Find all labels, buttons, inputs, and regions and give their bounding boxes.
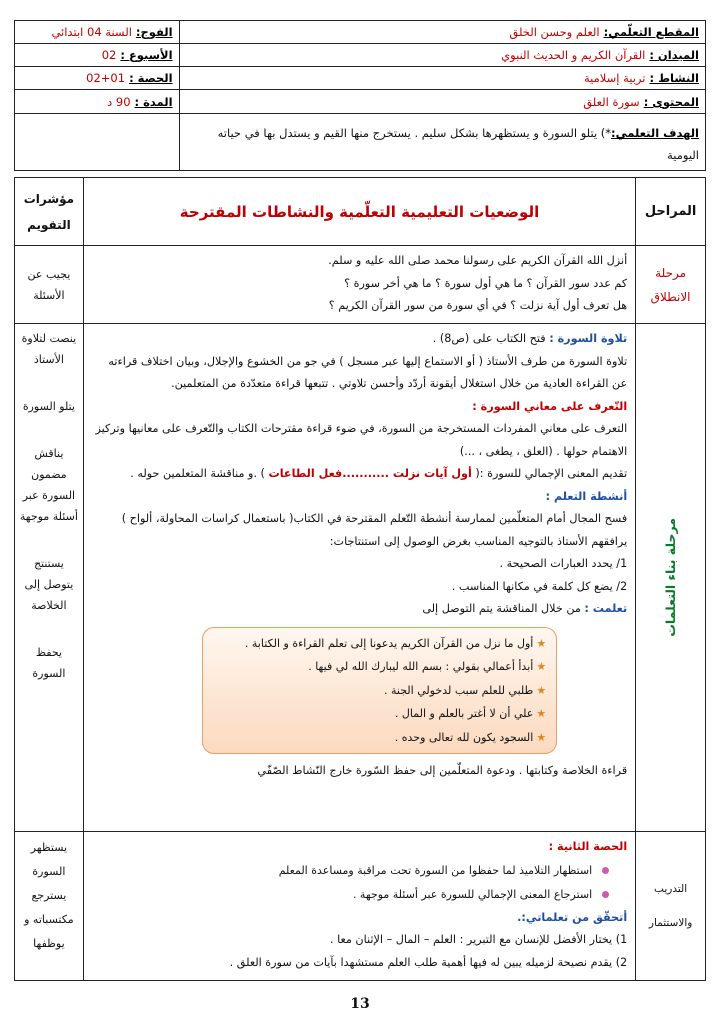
summary-text: أبدأ أعمالي بقولي : بسم الله ليبارك الله لي فيها . <box>308 660 534 673</box>
overall-meaning-c: ) .و مناقشة المتعلمين حوله . <box>130 467 265 480</box>
domain-row <box>180 44 705 67</box>
launch-body <box>83 246 635 323</box>
overall-meaning-b: أول آيات نزلت ...........فعل الطاعات <box>268 467 472 480</box>
domain-value: القرآن الكريم و الحديث النبوي <box>501 48 646 62</box>
indicator: ينصت لتلاوة الأستاذ <box>21 332 77 366</box>
group-row <box>15 21 179 44</box>
star-icon: ★ <box>536 636 547 650</box>
overall-meaning <box>92 463 627 486</box>
activity-value: تربية إسلامية <box>583 71 646 85</box>
overall-meaning-a: تقديم المعنى الإجمالي للسورة :( <box>475 467 628 480</box>
recite-page: فتح الكتاب على (ص8) . <box>432 332 546 345</box>
bullet-text: استظهار التلاميذ لما حفظوا من السورة تحت مراقبة ومساعدة المعلم <box>278 863 593 877</box>
star-icon: ★ <box>536 660 547 673</box>
practice-indicator: يستظهر السورة يسترجع مكتسباته و يوظفها <box>24 841 74 950</box>
learn-item: 2/ يضع كل كلمة في مكانها المناسب . <box>451 579 628 593</box>
bullet-icon <box>602 891 609 898</box>
summary-text: علي أن لا أغتر بالعلم و المال . <box>394 707 534 720</box>
indicator: يحفظ السورة <box>32 646 66 680</box>
header-left-column <box>15 21 179 113</box>
launch-line: كم عدد سور القرآن ؟ ما هي أول سورة ؟ ما هي أخر سورة ؟ <box>344 276 628 290</box>
week-row <box>15 44 179 67</box>
practice-bullet <box>92 883 627 907</box>
build-indicators <box>15 324 83 831</box>
recite-paragraph: تلاوة السورة من طرف الأستاذ ( أو الاستماع إليها عبر مسجل ) في جو من الخشوع والإجلال، وبيان اختلاف قراءته عن القراءة العادية من خلال استغلال أيقونة أردّد وأحسن تلاوتي . تتبعها قراءة متعدّدة من المتعلمين. <box>108 354 628 390</box>
launch-row <box>15 246 705 324</box>
summary-box <box>202 627 557 755</box>
lesson-sheet <box>14 20 706 981</box>
star-icon: ★ <box>536 683 547 697</box>
week-value: 02 <box>101 48 117 62</box>
activities-header: الوضعيات التعليمية التعلّمية والنشاطات المقترحة <box>83 178 635 245</box>
learn-paragraph: فسح المجال أمام المتعلّمين لممارسة أنشطة التّعلم المقترحة في الكتاب( باستعمال كراسات المحاولة، ألواح ) يرافقهم الأستاذ بالتوجيه المناسب بغرض الوصول إلى استنتاجات: <box>121 512 628 548</box>
summary-text: طلبي للعلم سبب لدخولي الجنة . <box>384 683 534 697</box>
learn-title: أنشطة التعلم : <box>545 489 628 503</box>
goal-row <box>14 114 706 171</box>
closing-line: قراءة الخلاصة وكتابتها . ودعوة المتعلّمين إلى حفظ السّورة خارج النّشاط الصّفّي <box>257 764 628 777</box>
check-title: أتحقّق من تعلماتي:. <box>517 910 628 924</box>
content-value: سورة العلق <box>583 94 640 109</box>
launch-line: هل تعرف أول آية نزلت ؟ في أي سورة من سور القرآن الكريم ؟ <box>328 299 628 312</box>
bullet-icon <box>602 867 609 874</box>
indicator: يناقش مضمون السورة عبر أسئلة موجهة <box>19 447 78 523</box>
session-label: الحصة : <box>129 71 173 85</box>
bullet-text: استرجاع المعنى الإجمالي للسورة عبر أسئلة موجهة . <box>352 887 593 901</box>
section-row <box>180 21 705 44</box>
group-value: السنة 04 ابتدائي <box>51 25 132 39</box>
summary-item <box>213 655 546 679</box>
launch-stage: مرحلة الانطلاق <box>635 246 705 323</box>
summary-item <box>213 702 546 726</box>
recite-heading <box>92 328 627 351</box>
content-label: المحتوى : <box>643 94 699 109</box>
header-table <box>14 20 706 114</box>
learn-item: 1/ يحدد العبارات الصحيحة . <box>499 557 628 570</box>
build-row <box>15 324 705 832</box>
header-right-column <box>179 21 705 113</box>
meaning-paragraph: التعرف على معاني المفردات المستخرجة من السورة، في ضوء قراءة مقترحات الكتاب والتّعرف على معانيها وتركيز الاهتمام حولها . (العلق ، يطغى ، ...) <box>95 422 628 458</box>
indicator: يستنتج يتوصل إلى الخلاصة <box>24 557 74 612</box>
goal-empty-cell <box>15 114 179 170</box>
activities-table <box>14 177 706 981</box>
content-row <box>180 90 705 113</box>
activity-label: النشاط : <box>649 71 699 85</box>
goal-text-cell <box>179 114 705 170</box>
launch-indicator: يجيب عن الأسئلة <box>27 267 71 302</box>
meaning-title: التّعرف على معاني السورة : <box>472 399 628 413</box>
section-value: العلم وحسن الخلق <box>509 25 600 39</box>
stages-header: المراحل <box>635 178 705 245</box>
practice-body <box>83 832 635 980</box>
session2-title: الحصة الثانية : <box>548 840 628 853</box>
recite-title: تلاوة السورة : <box>549 332 628 345</box>
build-stage: مرحلة بناء التعلمات <box>663 518 679 637</box>
group-label: الفوج: <box>135 25 173 39</box>
summary-item <box>213 632 546 656</box>
build-body <box>83 324 635 831</box>
table-header-row <box>15 178 705 246</box>
duration-label: المدة : <box>134 94 173 109</box>
indicator: يتلو السورة <box>22 400 75 413</box>
duration-row <box>15 90 179 113</box>
page-number: 13 <box>350 996 370 1012</box>
learned-heading <box>92 598 627 621</box>
star-icon: ★ <box>536 707 547 720</box>
learned-rest: من خلال المناقشة يتم التوصل إلى <box>422 602 581 615</box>
summary-text: أول ما نزل من القرآن الكريم يدعونا إلى تعلم القراءة و الكتابة . <box>244 636 534 650</box>
section-label: المقطع التعلّمي: <box>603 25 699 39</box>
check-item: 1) يختار الأفضل للإنسان مع التبرير : العلم – المال – الإثنان معا . <box>329 933 628 946</box>
goal-text: *) يتلو السورة و يستظهرها بشكل سليم . يستخرج منها القيم و يستدل بها في حياته اليومية <box>217 126 699 162</box>
learned-title: تعلمت : <box>584 602 628 615</box>
goal-label: الهدف التعلمي: <box>611 126 699 140</box>
check-item: 2) يقدم نصيحة لزميله يبين له فيها أهمية طلب العلم مستشهدا بآيات من سورة العلق . <box>229 955 628 969</box>
summary-item <box>213 726 546 750</box>
launch-line: أنزل الله القرآن الكريم على رسولنا محمد صلى الله عليه و سلم. <box>328 254 628 267</box>
practice-stage: التدريب والاستثمار <box>635 832 705 980</box>
week-label: الأسبوع : <box>120 48 173 62</box>
build-stage-cell <box>635 324 705 831</box>
star-icon: ★ <box>536 730 547 744</box>
session-value: 02+01 <box>86 71 126 85</box>
summary-item <box>213 679 546 703</box>
practice-bullet <box>92 859 627 883</box>
duration-value: 90 د <box>107 94 131 109</box>
practice-row <box>15 832 705 980</box>
domain-label: الميدان : <box>649 48 699 62</box>
session-row <box>15 67 179 90</box>
summary-text: السجود يكون لله تعالى وحده . <box>394 730 534 744</box>
activity-row <box>180 67 705 90</box>
indicators-header: مؤشرات التقويم <box>23 191 75 232</box>
